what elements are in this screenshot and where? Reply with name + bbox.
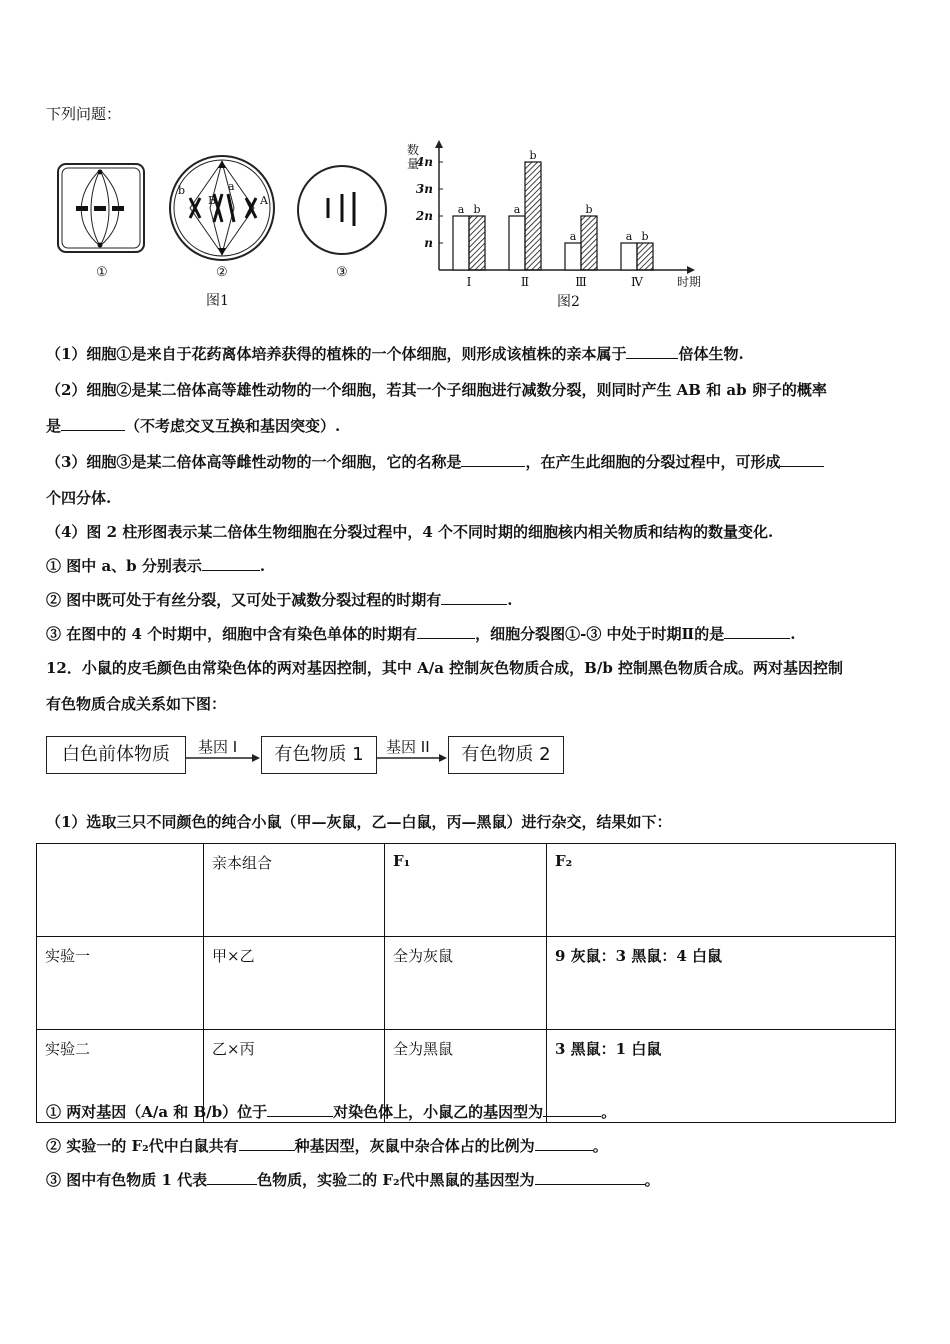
table-cell: 9 灰鼠：3 黑鼠：4 白鼠 [547,937,896,1030]
bar-label: a [457,203,465,216]
question-4-2 [46,590,512,610]
answer-blank[interactable] [535,1136,593,1151]
cell-3-animal [298,166,386,254]
bar-b [581,216,597,270]
full-stop: 。 [644,1171,660,1189]
table-cell: 实验二 [37,1030,204,1123]
cell-label: ① [96,265,108,280]
cell-2-animal [170,156,274,260]
bar-label: b [585,203,593,216]
y-tick-label: n [424,236,433,250]
table-header-cell: F₁ [385,844,547,937]
x-axis-arrow [687,266,695,274]
answer-blank[interactable] [207,1170,257,1185]
question-3-line-2: 个四分体. [46,489,112,507]
question-1 [46,344,744,364]
flow-arrow-1 [186,752,260,764]
table-header-cell: F₂ [547,844,896,937]
answer-blank[interactable] [724,624,790,639]
figure-1-caption: 图1 [206,293,229,309]
y-axis-arrow [435,140,443,148]
bar-label: b [641,230,649,243]
question-2-line-1: （2）细胞②是某二倍体高等雄性动物的一个细胞，若其一个子细胞进行减数分裂，则同时产生 AB 和 ab 卵子的概率 [46,381,827,399]
answer-blank[interactable] [417,624,475,639]
question-4-3-mid: ，细胞分裂图①-③ 中处于时期Ⅱ的是 [475,625,725,643]
sub-question-1 [46,1102,616,1122]
table-cell: 全为灰鼠 [385,937,547,1030]
answer-blank[interactable] [626,344,678,359]
question-2-text: 是 [46,417,62,435]
x-tick-label: Ⅰ [466,275,472,289]
figure-2-caption: 图2 [557,294,580,310]
question-12-1: （1）选取三只不同颜色的纯合小鼠（甲—灰鼠，乙—白鼠，丙—黑鼠）进行杂交，结果如下： [46,813,672,831]
x-tick-label: Ⅲ [575,275,587,289]
x-tick-label: Ⅱ [520,275,530,289]
full-stop: 。 [592,1137,608,1155]
question-4-1 [46,556,265,576]
answer-blank[interactable] [535,1170,645,1185]
question-2-line-2 [46,416,340,436]
question-1-end: 倍体生物. [678,345,744,363]
figure-1-cells [50,150,390,315]
experiment-table [36,843,896,1123]
flow-box-colored-2: 有色物质 2 [448,736,564,774]
bar-a [509,216,525,270]
cell-2-letter: b [178,184,186,197]
bar-b [525,162,541,270]
cell-2-letter: B [208,194,217,207]
cell-2-letter: a [228,180,235,193]
table-cell: 甲×乙 [204,937,385,1030]
period: . [507,591,513,609]
sub-question-2-text: ② 实验一的 F₂代中白鼠共有 [46,1137,239,1155]
y-axis-label: 量 [407,157,420,171]
question-1-text: （1）细胞①是来自于花药离体培养获得的植株的一个体细胞，则形成该植株的亲本属于 [46,345,627,363]
full-stop: 。 [601,1103,617,1121]
question-3-mid: ，在产生此细胞的分裂过程中，可形成 [525,453,781,471]
bar-label: a [513,203,521,216]
question-4-1-text: ① 图中 a、b 分别表示 [46,557,202,575]
flow-gene-2-label: 基因 II [386,738,430,756]
figure-2-chart [395,140,702,315]
question-3-text: （3）细胞③是某二倍体高等雌性动物的一个细胞，它的名称是 [46,453,462,471]
period: . [259,557,266,575]
flow-arrow-2 [377,752,447,764]
flow-box-white-precursor: 白色前体物质 [46,736,186,774]
answer-blank[interactable] [461,452,525,467]
sub-question-2 [46,1136,608,1156]
y-tick-label: 3n [415,182,433,196]
answer-blank[interactable] [61,416,125,431]
question-3-line-1 [46,452,824,472]
sub-question-3-mid: 色物质，实验二的 F₂代中黑鼠的基因型为 [257,1171,535,1189]
bar-label: a [569,230,577,243]
table-cell: 实验一 [37,937,204,1030]
sub-question-1-text: ① 两对基因（A/a 和 B/b）位于 [46,1103,268,1121]
table-header-cell: 亲本组合 [204,844,385,937]
x-tick-label: Ⅳ [631,275,643,289]
answer-blank[interactable] [202,556,260,571]
y-tick-label: 4n [415,155,433,169]
sub-question-2-mid: 种基因型，灰鼠中杂合体占的比例为 [294,1137,535,1155]
cell-label: ③ [336,265,348,280]
cell-1-plant [58,164,144,252]
question-4-3 [46,624,795,644]
table-header-cell [37,844,204,937]
bar-a [565,243,581,270]
question-12-line-1: 12．小鼠的皮毛颜色由常染色体的两对基因控制，其中 A/a 控制灰色物质合成，B/b 控制黑色物质合成。两对基因控制 [46,659,844,677]
question-2-end: （不考虑交叉互换和基因突变）. [125,417,341,435]
cell-2-letter: A [260,194,268,207]
table-cell: 3 黑鼠：1 白鼠 [547,1030,896,1123]
sub-question-1-mid: 对染色体上，小鼠乙的基因型为 [333,1103,544,1121]
answer-blank[interactable] [441,590,507,605]
flow-box-colored-1: 有色物质 1 [261,736,377,774]
bar-label: b [473,203,481,216]
question-4-3-text: ③ 在图中的 4 个时期中，细胞中含有染色单体的时期有 [46,625,418,643]
period: . [790,625,796,643]
bar-a [621,243,637,270]
x-axis-label: 时期 [677,275,702,289]
bar-a [453,216,469,270]
y-axis-label: 数 [407,143,420,157]
sub-question-3-text: ③ 图中有色物质 1 代表 [46,1171,208,1189]
table-header-row [37,844,896,937]
question-12-line-2: 有色物质合成关系如下图： [46,695,227,713]
bar-b [637,243,653,270]
question-4: （4）图 2 柱形图表示某二倍体生物细胞在分裂过程中，4 个不同时期的细胞核内相关物质和结构的数量变化. [46,523,774,541]
y-tick-label: 2n [415,209,433,223]
answer-blank[interactable] [543,1102,601,1117]
sub-question-3 [46,1170,660,1190]
answer-blank[interactable] [267,1102,333,1117]
answer-blank[interactable] [780,452,824,467]
cell-label: ② [216,265,228,280]
flow-gene-1-label: 基因 I [198,738,238,756]
intro-text: 下列问题： [46,105,122,123]
table-cell: 全为黑鼠 [385,1030,547,1123]
bar-label: b [529,149,537,162]
answer-blank[interactable] [239,1136,295,1151]
table-row [37,937,896,1030]
bar-b [469,216,485,270]
question-4-2-text: ② 图中既可处于有丝分裂，又可处于减数分裂过程的时期有 [46,591,442,609]
table-cell: 乙×丙 [204,1030,385,1123]
bar-label: a [625,230,633,243]
